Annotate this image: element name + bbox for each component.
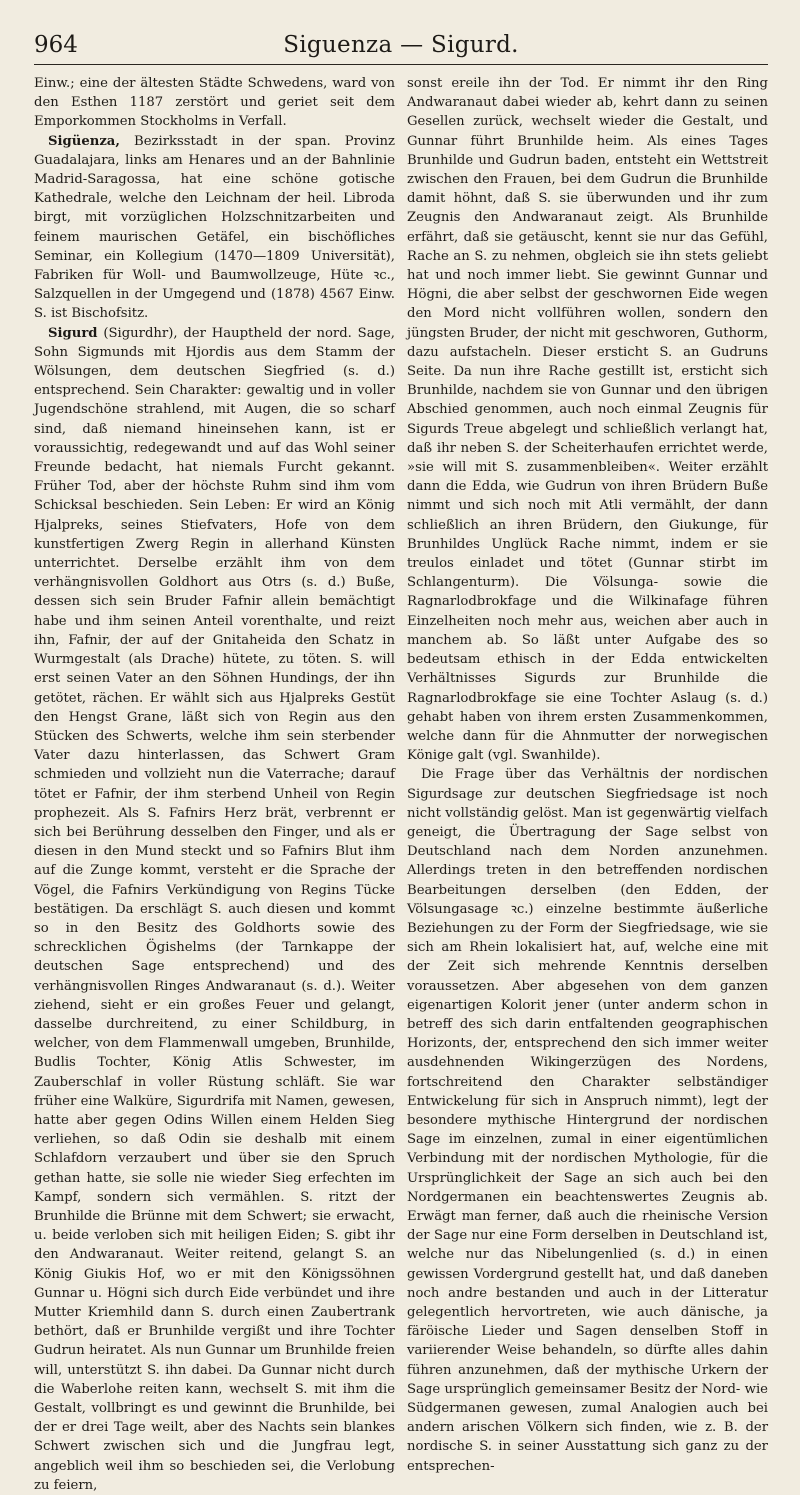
page-header [34, 30, 768, 65]
right-paragraph-2: Die Frage über das Verhältnis der nordischen Sigurdsage zur deutschen Siegfriedsage ist noch nicht vollständig gelöst. Man ist gegenwärtig vielfach geneigt, die Übertragung der Sage selbst von Deutschland nach dem Norden anzunehmen. Allerdings treten in den betreffenden nordischen Bearbeitungen derselben (den Edden, der Völsungasage ꝛc.) einzelne bestimmte äußerliche Beziehungen zu der Form der Siegfriedsage, wie sie sich am Rhein lokalisiert hat, auf, welche eine mit der Zeit sich mehrende Kenntnis derselben voraussetzen. Aber abgesehen von dem ganzen eigenartigen Kolorit jener (unter anderm schon in betreff des sich darin entfaltenden geographischen Horizonts, der, entsprechend den sich immer weiter ausdehnenden Wikingerzügen des Nordens, fortschreitend den Charakter selbständiger Entwickelung für sich in Anspruch nimmt), legt der besondere mythische Hintergrund der nordischen Sage im einzelnen, zumal in einer eigentümlichen Verbindung mit der nordischen Mythologie, für die Ursprünglichkeit der Sage an sich auch bei den Nordgermanen ein beachtenswertes Zeugnis ab. Erwägt man ferner, daß auch die rheinische Version der Sage nur eine Form derselben in Deutschland ist, welche nur das Nibelungenlied (s. d.) in einen gewissen Vordergrund gestellt hat, und daß daneben noch andre bestanden und auch in der Litteratur gelegentlich hervortreten, wie auch dänische, ja färöische Lieder und Sagen denselben Stoff in variierender Weise behandeln, so dürfte alles dahin führen anzunehmen, daß der mythische Urkern der Sage ursprünglich gemeinsamer Besitz der Nord- wie Südgermanen gewesen, zumal Analogien auch bei andern arischen Völkern sich finden, wie z. B. der nordische S. in seiner Ausstattung sich ganz zu der entsprechen- [407, 767, 768, 1474]
running-head: Siguenza — Sigurd. [283, 32, 519, 58]
right-column [407, 74, 768, 1474]
entry-siguenza-text: Bezirksstadt in der span. Provinz Guadalajara, links am Henares und an der Bahnlinie Madrid-Saragossa, hat eine schöne gotische Kathedrale, welche den Leichnam der heil. Libroda birgt, mit vorzüglichen Holzschnitzarbeiten und feinem maurischen Getäfel, ein bischöfliches Seminar, ein Kollegium (1470—1809 Universität), Fabriken für Woll- und Baumwollzeuge, Hüte ꝛc., Salzquellen in der Umgegend und (1878) 4567 Einw. S. ist Bischofsitz. [34, 133, 395, 322]
headword-siguenza: Sigüenza, [48, 133, 120, 149]
right-paragraph-1: sonst ereile ihn der Tod. Er nimmt ihr den Ring Andwaranaut dabei wieder ab, kehrt dann zu seinen Gesellen zurück, wechselt wieder die Gestalt, und Gunnar führt Brunhilde heim. Als eines Tages Brunhilde und Gudrun baden, entsteht ein Wettstreit zwischen den Frauen, bei dem Gudrun die Brunhilde damit höhnt, daß S. sie überwunden und ihr zum Zeugnis den Andwaranaut zeigt. Als Brunhilde erfährt, daß sie getäuscht, kennt sie nur das Gefühl, Rache an S. zu nehmen, obgleich sie ihn stets geliebt hat und noch immer liebt. Sie gewinnt Gunnar und Högni, die aber selbst der geschwornen Eide wegen den Mord nicht vollführen wollen, sondern den jüngsten Bruder, der nicht mit geschworen, Guthorm, dazu aufstacheln. Dieser ersticht S. an Gudruns Seite. Da nun ihre Rache gestillt ist, ersticht sich Brunhilde, nachdem sie von Gunnar und den übrigen Abschied genommen, auch noch einmal Zeugnis für Sigurds Treue abgelegt und schließlich verlangt hat, daß ihr neben S. der Scheiterhaufen errichtet werde, »sie will mit S. zusammenbleiben«. Weiter erzählt dann die Edda, wie Gudrun von ihren Brüdern Buße nimmt und sich noch mit Atli vermählt, der dann schließlich an ihren Brüdern, den Giukunge, für Brunhildes Unglück Rache nimmt, indem er sie treulos einladet und tötet (Gunnar stirbt im Schlangenturm). Die Völsunga- sowie die Ragnarlodbrokfage und die Wilkinafage führen Einzelheiten noch mehr aus, weichen aber auch in manchem ab. So läßt unter Aufgabe des so bedeutsam ethisch in der Edda entwickelten Verhältnisses Sigurds zur Brunhilde die Ragnarlodbrokfage sie eine Tochter Aslaug (s. d.) gehabt haben von ihrem ersten Zusammenkommen, welche dann für die Ahnmutter der norwegischen Könige galt (vgl. Swanhilde). [407, 76, 768, 764]
headword-sigurd: Sigurd [48, 325, 98, 341]
continuation-text: Einw.; eine der ältesten Städte Schwedens, ward von den Esthen 1187 zerstört und geriet seit dem Emporkommen Stockholms in Verfall. [34, 76, 395, 130]
page-number: 964 [34, 32, 78, 58]
left-column [34, 74, 395, 1493]
entry-siguenza [34, 132, 395, 324]
entry-sigurd-text: (Sigurdhr), der Hauptheld der nord. Sage, Sohn Sigmunds mit Hjordis aus dem Stamm der Wölsungen, dem deutschen Siegfried (s. d.) entsprechend. Sein Charakter: gewaltig und in voller Jugendschöne strahlend, mit Augen, die so scharf sind, daß niemand hineinsehen kann, ist er voraussichtig, redegewandt und auf das Wohl seiner Freunde bedacht, hat niemals Furcht gekannt. Früher Tod, aber der höchste Ruhm sind ihm vom Schicksal beschieden. Sein Leben: Er wird an König Hjalpreks, seines Stiefvaters, Hofe von dem kunstfertigen Zwerg Regin in allerhand Künsten unterrichtet. Derselbe erzählt ihm von dem verhängnisvollen Goldhort aus Otrs (s. d.) Buße, dessen sich sein Bruder Fafnir allein bemächtigt habe und ihm seinen Anteil vorenthalte, und reizt ihn, Fafnir, der auf der Gnitaheida den Schatz in Wurmgestalt (als Drache) hütete, zu töten. S. will erst seinen Vater an den Söhnen Hundings, der ihn getötet, rächen. Er wählt sich aus Hjalpreks Gestüt den Hengst Grane, läßt sich von Regin aus den Stücken des Schwerts, welche ihm sein sterbender Vater dazu hinterlassen, das Schwert Gram schmieden und vollzieht nun die Vaterrache; darauf tötet er Fafnir, der ihm sterbend Unheil von Regin prophezeit. Als S. Fafnirs Herz brät, verbrennt er sich bei Berührung desselben den Finger, und als er diesen in den Mund steckt und so Fafnirs Blut ihm auf die Zunge kommt, versteht er die Sprache der Vögel, die Fafnirs Verkündigung von Regins Tücke bestätigen. Da erschlägt S. auch diesen und kommt so in den Besitz des Goldhorts sowie des schrecklichen Ögishelms (der Tarnkappe der deutschen Sage entsprechend) und des verhängnisvollen Ringes Andwaranaut (s. d.). Weiter ziehend, sieht er ein großes Feuer und gelangt, dasselbe durchreitend, zu einer Schildburg, in welcher, von dem Flammenwall umgeben, Brunhilde, Budlis Tochter, König Atlis Schwester, im Zauberschlaf in voller Rüstung schläft. Sie war früher eine Walküre, Sigurdrifa mit Namen, gewesen, hatte aber gegen Odins Willen einem Helden Sieg verliehen, so daß Odin sie deshalb mit einem Schlafdorn verzaubert und über sie den Spruch gethan hatte, sie solle nie wieder Sieg erfechten im Kampf, sondern sich vermählen. S. ritzt der Brunhilde die Brünne mit dem Schwert; sie erwacht, u. beide verloben sich mit heiligen Eiden; S. gibt ihr den Andwaranaut. Weiter reitend, gelangt S. an König Giukis Hof, wo er mit den Königssöhnen Gunnar u. Högni sich durch Eide verbündet und ihre Mutter Kriemhild dann S. durch einen Zaubertrank bethört, daß er Brunhilde vergißt und ihre Tochter Gudrun heiratet. Als nun Gunnar um Brunhilde freien will, unterstützt S. ihn dabei. Da Gunnar nicht durch die Waberlohe reiten kann, wechselt S. mit ihm die Gestalt, vollbringt es und gewinnt die Brunhilde, bei der er drei Tage weilt, aber des Nachts sein blankes Schwert zwischen sich und die Jungfrau legt, angeblich weil ihm so beschieden sei, die Verlobung zu feiern, [34, 325, 395, 1493]
entry-sigurd [34, 324, 395, 1495]
text-columns [34, 74, 768, 1493]
